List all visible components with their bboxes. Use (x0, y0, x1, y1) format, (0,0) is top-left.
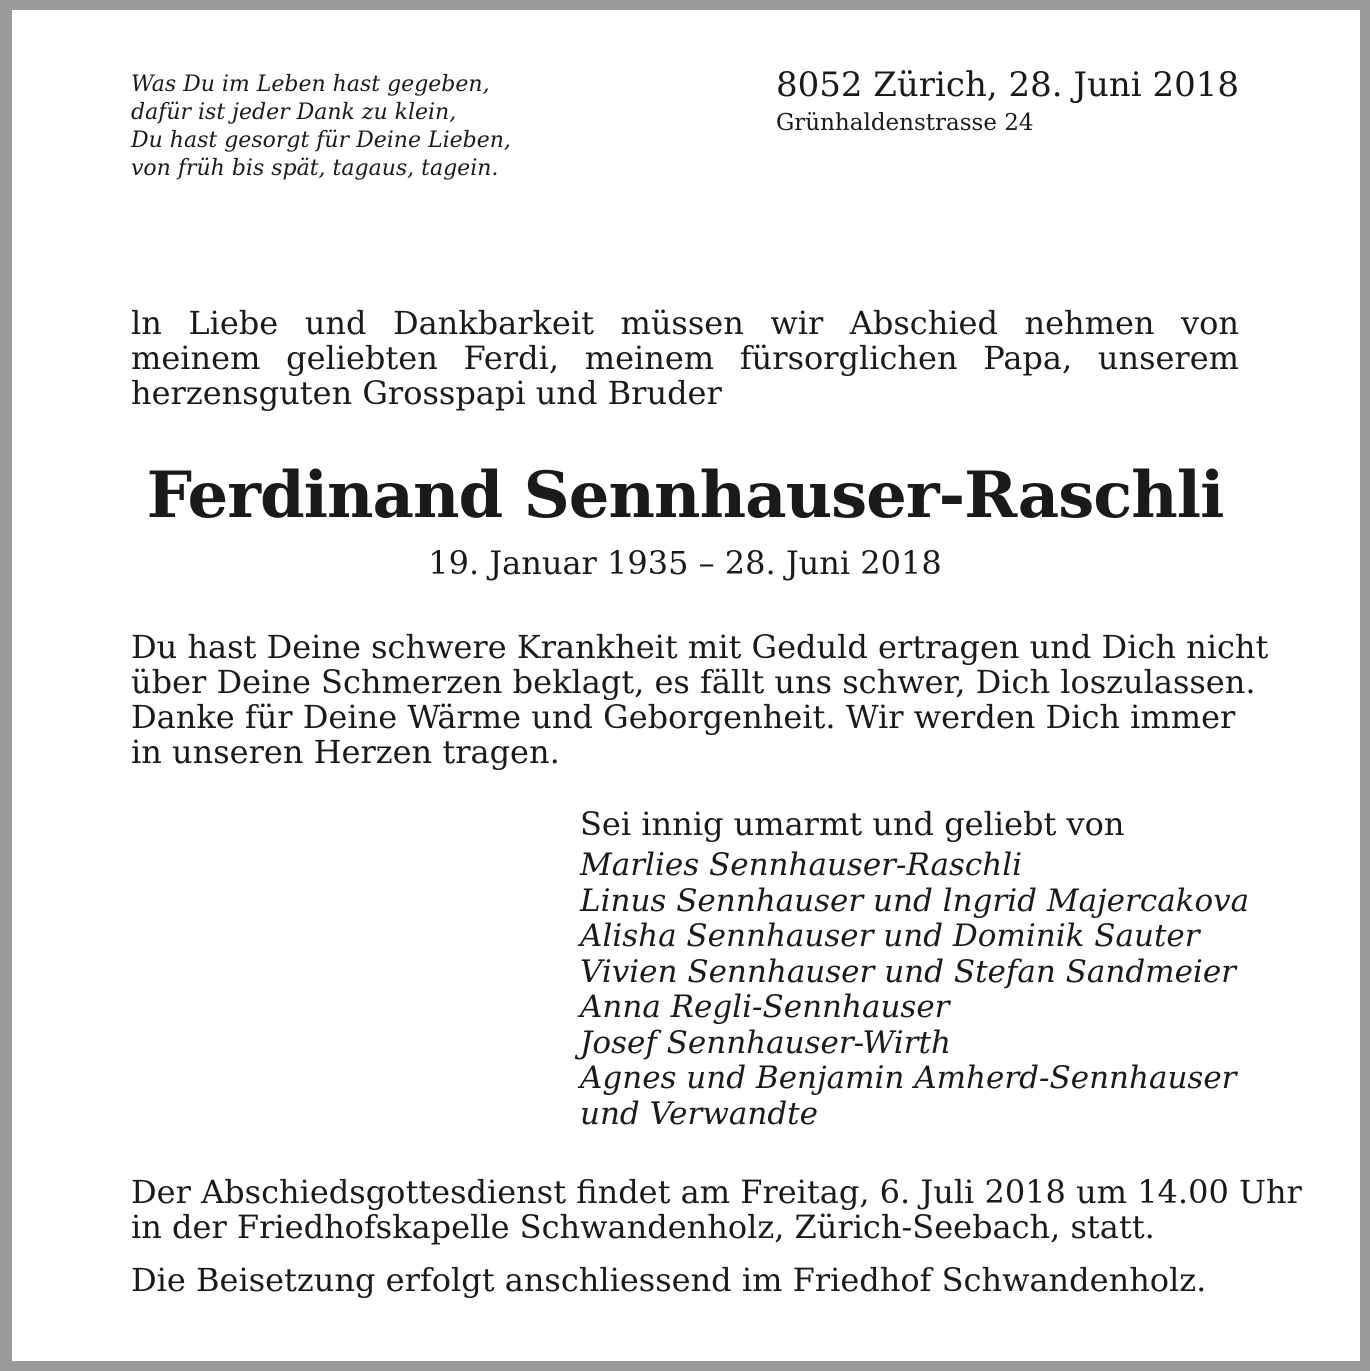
message-line: Danke für Deine Wärme und Geborgenheit. Wir werden Dich immer (131, 698, 1236, 736)
family-member: Alisha Sennhauser und Dominik Sauter (580, 918, 1200, 954)
family-member: und Verwandte (580, 1095, 818, 1132)
deceased-name: Ferdinand Sennhauser-Raschli (146, 458, 1224, 533)
life-dates: 19. Januar 1935 – 28. Juni 2018 (428, 544, 942, 582)
intro-text: ln Liebe und Dankbarkeit müssen wir Abschied nehmen von meinem geliebten Ferdi, meinem fürsorglichen Papa, unserem herzensguten Grosspapi und Bruder (131, 304, 1239, 412)
family-member: Agnes und Benjamin Amherd-Sennhauser (580, 1060, 1237, 1096)
service-info (131, 1173, 1302, 1246)
family-member: Josef Sennhauser-Wirth (580, 1024, 951, 1061)
service-line: in der Friedhofskapelle Schwandenholz, Zürich-Seebach, statt. (131, 1208, 1155, 1246)
poem-line: von früh bis spät, tagaus, tagein. (131, 156, 499, 181)
family-list (580, 848, 1249, 1132)
family-member: Vivien Sennhauser und Stefan Sandmeier (580, 953, 1236, 990)
signoff: Sei innig umarmt und geliebt von (580, 805, 1125, 843)
place-date: 8052 Zürich, 28. Juni 2018 (775, 65, 1239, 105)
family-member: Marlies Sennhauser-Raschli (580, 847, 1023, 883)
family-member: Anna Regli-Sennhauser (580, 989, 950, 1025)
message-line: in unseren Herzen tragen. (131, 733, 560, 771)
poem-line: Du hast gesorgt für Deine Lieben, (131, 128, 511, 153)
message-text (131, 628, 1269, 771)
service-line: Der Abschiedsgottesdienst findet am Freitag, 6. Juli 2018 um 14.00 Uhr (131, 1173, 1302, 1211)
message-line: über Deine Schmerzen beklagt, es fällt uns schwer, Dich loszulassen. (131, 663, 1256, 701)
place-block (776, 64, 1239, 138)
poem-line: dafür ist jeder Dank zu klein, (131, 100, 457, 125)
poem (131, 71, 511, 183)
poem-line: Was Du im Leben hast gegeben, (131, 72, 490, 97)
burial-info: Die Beisetzung erfolgt anschliessend im Friedhof Schwandenholz. (131, 1261, 1207, 1299)
family-member: Linus Sennhauser und lngrid Majercakova (580, 882, 1250, 919)
street-address: Grünhaldenstrasse 24 (775, 110, 1034, 136)
message-line: Du hast Deine schwere Krankheit mit Geduld ertragen und Dich nicht (131, 628, 1269, 666)
